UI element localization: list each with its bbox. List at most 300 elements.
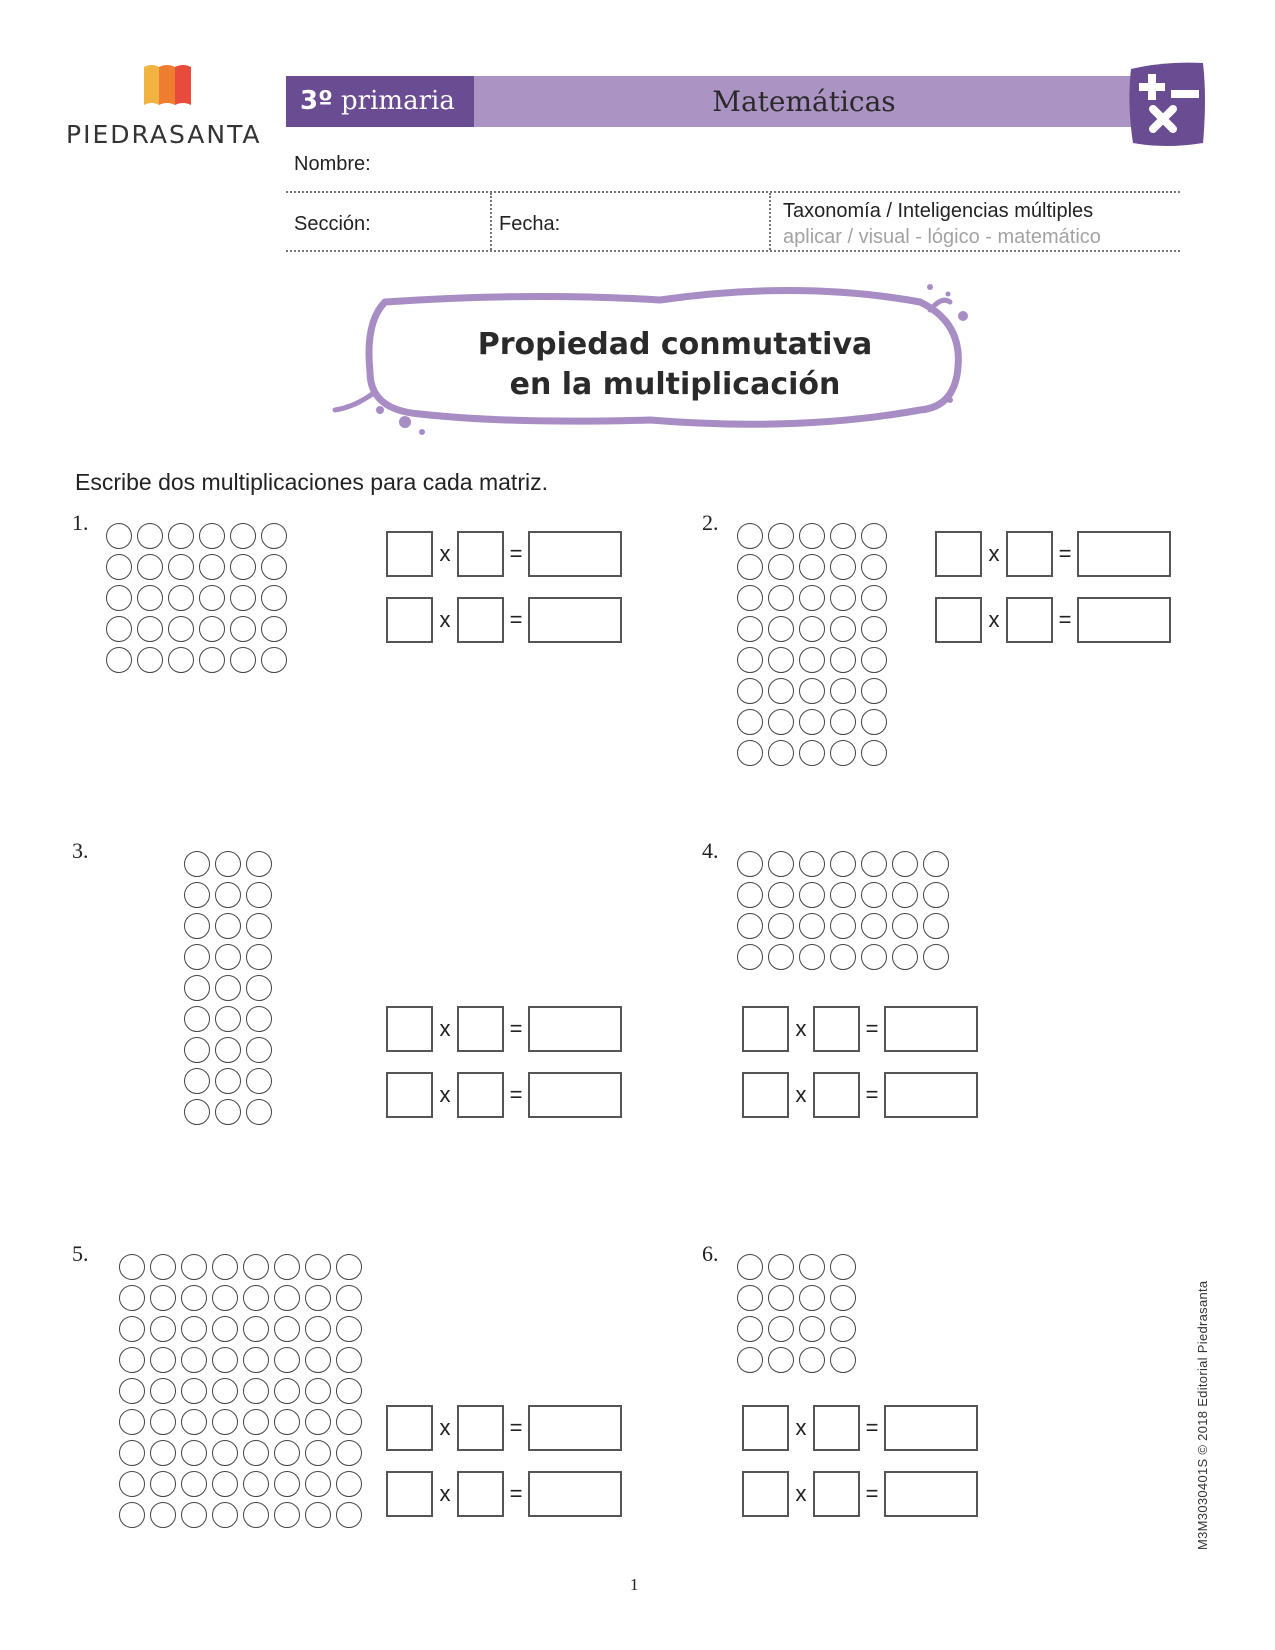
matrix-dot bbox=[799, 709, 825, 735]
product-box[interactable] bbox=[884, 1006, 978, 1052]
divider bbox=[286, 191, 1180, 193]
equals-sign: = bbox=[1058, 541, 1072, 566]
factor-box[interactable] bbox=[386, 531, 433, 577]
matrix-dot bbox=[336, 1378, 362, 1404]
matrix-dot bbox=[768, 554, 794, 580]
equals-sign: = bbox=[509, 541, 523, 566]
matrix-dot bbox=[106, 585, 132, 611]
matrix-dot bbox=[336, 1502, 362, 1528]
title-line-2: en la multiplicación bbox=[509, 367, 841, 402]
matrix-dot bbox=[768, 851, 794, 877]
factor-box[interactable] bbox=[935, 597, 982, 643]
matrix-dot bbox=[246, 851, 272, 877]
matrix-dot bbox=[336, 1409, 362, 1435]
matrix-dot bbox=[199, 647, 225, 673]
matrix-dot bbox=[799, 944, 825, 970]
matrix-dot bbox=[181, 1347, 207, 1373]
name-label: Nombre: bbox=[294, 153, 371, 175]
title-line-1: Propiedad conmutativa bbox=[477, 327, 873, 362]
matrix-dot bbox=[768, 585, 794, 611]
matrix-dot bbox=[768, 616, 794, 642]
equation-row bbox=[742, 1005, 978, 1053]
matrix-dot bbox=[305, 1502, 331, 1528]
subject-title: Matemáticas bbox=[474, 76, 1134, 127]
factor-box[interactable] bbox=[935, 531, 982, 577]
exercise-number: 1. bbox=[72, 510, 89, 535]
matrix-dot bbox=[215, 1006, 241, 1032]
matrix-dot bbox=[243, 1502, 269, 1528]
matrix-dot bbox=[168, 647, 194, 673]
dot-matrix bbox=[184, 851, 272, 1125]
matrix-dot bbox=[246, 1037, 272, 1063]
factor-box[interactable] bbox=[457, 1072, 504, 1118]
times-sign: x bbox=[795, 1082, 807, 1107]
product-box[interactable] bbox=[528, 1405, 622, 1451]
matrix-dot bbox=[246, 975, 272, 1001]
matrix-dot bbox=[861, 851, 887, 877]
times-sign: x bbox=[439, 607, 451, 632]
matrix-dot bbox=[119, 1347, 145, 1373]
matrix-dot bbox=[861, 913, 887, 939]
matrix-dot bbox=[181, 1285, 207, 1311]
matrix-dot bbox=[106, 616, 132, 642]
divider bbox=[286, 250, 1180, 252]
matrix-dot bbox=[861, 647, 887, 673]
instruction-text: Escribe dos multiplicaciones para cada matriz. bbox=[75, 469, 548, 495]
matrix-dot bbox=[737, 882, 763, 908]
matrix-dot bbox=[305, 1254, 331, 1280]
matrix-dot bbox=[212, 1440, 238, 1466]
matrix-dot bbox=[230, 647, 256, 673]
dot-matrix bbox=[737, 523, 887, 766]
matrix-dot bbox=[261, 523, 287, 549]
matrix-dot bbox=[215, 851, 241, 877]
product-box[interactable] bbox=[528, 1471, 622, 1517]
matrix-dot bbox=[137, 616, 163, 642]
matrix-dot bbox=[830, 1316, 856, 1342]
grade-badge bbox=[286, 76, 474, 127]
matrix-dot bbox=[119, 1409, 145, 1435]
matrix-dot bbox=[737, 913, 763, 939]
matrix-dot bbox=[137, 585, 163, 611]
matrix-dot bbox=[199, 616, 225, 642]
factor-box[interactable] bbox=[457, 1405, 504, 1451]
matrix-dot bbox=[168, 585, 194, 611]
matrix-dot bbox=[830, 709, 856, 735]
matrix-dot bbox=[215, 944, 241, 970]
matrix-dot bbox=[261, 616, 287, 642]
factor-box[interactable] bbox=[742, 1072, 789, 1118]
exercise-number: 3. bbox=[72, 838, 89, 863]
exercise-number: 2. bbox=[702, 510, 719, 535]
dot-matrix bbox=[737, 1254, 856, 1373]
equals-sign: = bbox=[865, 1415, 879, 1440]
matrix-dot bbox=[212, 1502, 238, 1528]
matrix-dot bbox=[230, 554, 256, 580]
factor-box[interactable] bbox=[813, 1072, 860, 1118]
matrix-dot bbox=[212, 1471, 238, 1497]
matrix-dot bbox=[199, 554, 225, 580]
times-sign: x bbox=[795, 1016, 807, 1041]
equals-sign: = bbox=[1058, 607, 1072, 632]
matrix-dot bbox=[274, 1471, 300, 1497]
times-sign: x bbox=[439, 1082, 451, 1107]
matrix-dot bbox=[799, 1316, 825, 1342]
matrix-dot bbox=[830, 678, 856, 704]
dot-matrix bbox=[106, 523, 287, 673]
equals-sign: = bbox=[509, 1082, 523, 1107]
matrix-dot bbox=[923, 944, 949, 970]
matrix-dot bbox=[768, 913, 794, 939]
times-sign: x bbox=[439, 1481, 451, 1506]
matrix-dot bbox=[305, 1285, 331, 1311]
product-box[interactable] bbox=[528, 1072, 622, 1118]
matrix-dot bbox=[215, 975, 241, 1001]
matrix-dot bbox=[243, 1254, 269, 1280]
matrix-dot bbox=[305, 1471, 331, 1497]
factor-box[interactable] bbox=[1006, 531, 1053, 577]
matrix-dot bbox=[243, 1347, 269, 1373]
matrix-dot bbox=[274, 1378, 300, 1404]
matrix-dot bbox=[799, 678, 825, 704]
times-sign: x bbox=[439, 1415, 451, 1440]
matrix-dot bbox=[184, 913, 210, 939]
matrix-dot bbox=[737, 1347, 763, 1373]
matrix-dot bbox=[892, 851, 918, 877]
matrix-dot bbox=[181, 1378, 207, 1404]
matrix-dot bbox=[215, 913, 241, 939]
matrix-dot bbox=[799, 882, 825, 908]
matrix-dot bbox=[212, 1347, 238, 1373]
matrix-dot bbox=[799, 523, 825, 549]
matrix-dot bbox=[799, 554, 825, 580]
equation-row bbox=[386, 1404, 622, 1452]
product-box[interactable] bbox=[1077, 597, 1171, 643]
equation-group bbox=[386, 1404, 622, 1518]
matrix-dot bbox=[274, 1254, 300, 1280]
dot-matrix bbox=[737, 851, 949, 970]
matrix-dot bbox=[119, 1254, 145, 1280]
matrix-dot bbox=[212, 1316, 238, 1342]
matrix-dot bbox=[150, 1378, 176, 1404]
product-box[interactable] bbox=[528, 1006, 622, 1052]
matrix-dot bbox=[150, 1471, 176, 1497]
taxonomy-title: Taxonomía / Inteligencias múltiples bbox=[783, 200, 1094, 222]
product-box[interactable] bbox=[528, 531, 622, 577]
matrix-dot bbox=[261, 647, 287, 673]
matrix-dot bbox=[768, 678, 794, 704]
matrix-dot bbox=[119, 1316, 145, 1342]
matrix-dot bbox=[737, 944, 763, 970]
matrix-dot bbox=[184, 1006, 210, 1032]
matrix-dot bbox=[737, 1254, 763, 1280]
matrix-dot bbox=[737, 1316, 763, 1342]
matrix-dot bbox=[737, 523, 763, 549]
matrix-dot bbox=[168, 523, 194, 549]
matrix-dot bbox=[212, 1409, 238, 1435]
matrix-dot bbox=[215, 1037, 241, 1063]
matrix-dot bbox=[212, 1285, 238, 1311]
factor-box[interactable] bbox=[742, 1006, 789, 1052]
matrix-dot bbox=[799, 1254, 825, 1280]
matrix-dot bbox=[861, 554, 887, 580]
matrix-dot bbox=[119, 1378, 145, 1404]
matrix-dot bbox=[184, 975, 210, 1001]
matrix-dot bbox=[184, 1099, 210, 1125]
matrix-dot bbox=[892, 913, 918, 939]
matrix-dot bbox=[243, 1285, 269, 1311]
matrix-dot bbox=[274, 1316, 300, 1342]
matrix-dot bbox=[243, 1440, 269, 1466]
times-sign: x bbox=[988, 607, 1000, 632]
matrix-dot bbox=[737, 709, 763, 735]
matrix-dot bbox=[181, 1502, 207, 1528]
matrix-dot bbox=[119, 1440, 145, 1466]
matrix-dot bbox=[799, 647, 825, 673]
factor-box[interactable] bbox=[813, 1006, 860, 1052]
equation-row bbox=[386, 596, 622, 644]
matrix-dot bbox=[230, 523, 256, 549]
matrix-dot bbox=[737, 616, 763, 642]
matrix-dot bbox=[261, 585, 287, 611]
dot-matrix bbox=[119, 1254, 362, 1528]
matrix-dot bbox=[119, 1502, 145, 1528]
product-box[interactable] bbox=[884, 1471, 978, 1517]
divider bbox=[490, 193, 492, 250]
factor-box[interactable] bbox=[457, 531, 504, 577]
matrix-dot bbox=[305, 1378, 331, 1404]
matrix-dot bbox=[799, 1285, 825, 1311]
matrix-dot bbox=[830, 913, 856, 939]
matrix-dot bbox=[830, 647, 856, 673]
matrix-dot bbox=[830, 554, 856, 580]
matrix-dot bbox=[830, 851, 856, 877]
matrix-dot bbox=[336, 1440, 362, 1466]
matrix-dot bbox=[274, 1409, 300, 1435]
equation-group bbox=[742, 1005, 978, 1119]
matrix-dot bbox=[246, 913, 272, 939]
matrix-dot bbox=[212, 1378, 238, 1404]
matrix-dot bbox=[150, 1502, 176, 1528]
matrix-dot bbox=[830, 740, 856, 766]
matrix-dot bbox=[246, 944, 272, 970]
product-box[interactable] bbox=[1077, 531, 1171, 577]
matrix-dot bbox=[137, 554, 163, 580]
matrix-dot bbox=[274, 1347, 300, 1373]
piedrasanta-logo-icon bbox=[142, 63, 194, 109]
brand-name: PIEDRASANTA bbox=[66, 120, 262, 149]
matrix-dot bbox=[215, 1068, 241, 1094]
equals-sign: = bbox=[865, 1082, 879, 1107]
matrix-dot bbox=[243, 1409, 269, 1435]
matrix-dot bbox=[305, 1347, 331, 1373]
matrix-dot bbox=[799, 585, 825, 611]
matrix-dot bbox=[737, 554, 763, 580]
matrix-dot bbox=[861, 944, 887, 970]
matrix-dot bbox=[150, 1285, 176, 1311]
page-number: 1 bbox=[630, 1575, 639, 1594]
factor-box[interactable] bbox=[813, 1471, 860, 1517]
matrix-dot bbox=[830, 616, 856, 642]
matrix-dot bbox=[336, 1254, 362, 1280]
factor-box[interactable] bbox=[457, 1006, 504, 1052]
equation-group bbox=[742, 1404, 978, 1518]
matrix-dot bbox=[150, 1316, 176, 1342]
equation-row bbox=[386, 1470, 622, 1518]
matrix-dot bbox=[150, 1440, 176, 1466]
equation-row bbox=[386, 1005, 622, 1053]
matrix-dot bbox=[181, 1254, 207, 1280]
matrix-dot bbox=[137, 523, 163, 549]
matrix-dot bbox=[923, 882, 949, 908]
matrix-dot bbox=[768, 944, 794, 970]
times-sign: x bbox=[795, 1415, 807, 1440]
divider bbox=[769, 193, 771, 250]
matrix-dot bbox=[246, 1099, 272, 1125]
worksheet-title bbox=[380, 325, 970, 405]
matrix-dot bbox=[737, 1285, 763, 1311]
equation-row bbox=[935, 530, 1171, 578]
matrix-dot bbox=[119, 1285, 145, 1311]
matrix-dot bbox=[261, 554, 287, 580]
matrix-dot bbox=[168, 554, 194, 580]
matrix-dot bbox=[336, 1347, 362, 1373]
matrix-dot bbox=[737, 585, 763, 611]
equation-group bbox=[935, 530, 1171, 644]
matrix-dot bbox=[230, 616, 256, 642]
grade-number: 3º bbox=[300, 86, 333, 116]
equals-sign: = bbox=[509, 1481, 523, 1506]
matrix-dot bbox=[861, 709, 887, 735]
matrix-dot bbox=[768, 647, 794, 673]
product-box[interactable] bbox=[528, 597, 622, 643]
matrix-dot bbox=[861, 740, 887, 766]
grade-word: primaria bbox=[341, 86, 455, 116]
equals-sign: = bbox=[865, 1016, 879, 1041]
matrix-dot bbox=[184, 1068, 210, 1094]
matrix-dot bbox=[212, 1254, 238, 1280]
matrix-dot bbox=[768, 1316, 794, 1342]
exercise-number: 4. bbox=[702, 838, 719, 863]
section-label: Sección: bbox=[294, 213, 371, 235]
matrix-dot bbox=[768, 1347, 794, 1373]
matrix-dot bbox=[230, 585, 256, 611]
matrix-dot bbox=[830, 585, 856, 611]
factor-box[interactable] bbox=[386, 1405, 433, 1451]
matrix-dot bbox=[137, 647, 163, 673]
matrix-dot bbox=[799, 913, 825, 939]
factor-box[interactable] bbox=[813, 1405, 860, 1451]
matrix-dot bbox=[830, 1285, 856, 1311]
matrix-dot bbox=[305, 1440, 331, 1466]
matrix-dot bbox=[861, 616, 887, 642]
matrix-dot bbox=[768, 1285, 794, 1311]
factor-box[interactable] bbox=[457, 1471, 504, 1517]
factor-box[interactable] bbox=[457, 597, 504, 643]
equals-sign: = bbox=[865, 1481, 879, 1506]
equation-row bbox=[386, 1071, 622, 1119]
matrix-dot bbox=[184, 882, 210, 908]
matrix-dot bbox=[150, 1347, 176, 1373]
matrix-dot bbox=[861, 585, 887, 611]
matrix-dot bbox=[799, 1347, 825, 1373]
matrix-dot bbox=[830, 882, 856, 908]
matrix-dot bbox=[215, 1099, 241, 1125]
times-sign: x bbox=[988, 541, 1000, 566]
product-box[interactable] bbox=[884, 1072, 978, 1118]
matrix-dot bbox=[215, 882, 241, 908]
matrix-dot bbox=[305, 1316, 331, 1342]
matrix-dot bbox=[243, 1471, 269, 1497]
equation-row bbox=[386, 530, 622, 578]
factor-box[interactable] bbox=[386, 1072, 433, 1118]
factor-box[interactable] bbox=[386, 597, 433, 643]
matrix-dot bbox=[861, 882, 887, 908]
matrix-dot bbox=[181, 1316, 207, 1342]
matrix-dot bbox=[246, 1006, 272, 1032]
equation-row bbox=[742, 1071, 978, 1119]
equals-sign: = bbox=[509, 1415, 523, 1440]
exercise-number: 5. bbox=[72, 1241, 89, 1266]
factor-box[interactable] bbox=[386, 1471, 433, 1517]
matrix-dot bbox=[246, 1068, 272, 1094]
equation-row bbox=[742, 1404, 978, 1452]
exercise-number: 6. bbox=[702, 1241, 719, 1266]
math-operations-icon bbox=[1125, 59, 1209, 151]
matrix-dot bbox=[737, 678, 763, 704]
equation-group bbox=[386, 530, 622, 644]
factor-box[interactable] bbox=[386, 1006, 433, 1052]
matrix-dot bbox=[737, 740, 763, 766]
date-label: Fecha: bbox=[499, 213, 561, 235]
matrix-dot bbox=[336, 1316, 362, 1342]
factor-box[interactable] bbox=[742, 1405, 789, 1451]
times-sign: x bbox=[439, 1016, 451, 1041]
matrix-dot bbox=[119, 1471, 145, 1497]
matrix-dot bbox=[150, 1254, 176, 1280]
matrix-dot bbox=[246, 882, 272, 908]
matrix-dot bbox=[181, 1409, 207, 1435]
matrix-dot bbox=[830, 1347, 856, 1373]
matrix-dot bbox=[274, 1285, 300, 1311]
matrix-dot bbox=[168, 616, 194, 642]
matrix-dot bbox=[799, 616, 825, 642]
matrix-dot bbox=[923, 913, 949, 939]
matrix-dot bbox=[768, 709, 794, 735]
product-box[interactable] bbox=[884, 1405, 978, 1451]
matrix-dot bbox=[181, 1471, 207, 1497]
matrix-dot bbox=[305, 1409, 331, 1435]
matrix-dot bbox=[184, 851, 210, 877]
matrix-dot bbox=[243, 1378, 269, 1404]
matrix-dot bbox=[106, 523, 132, 549]
copyright-code: M3M3030401S © 2018 Editorial Piedrasanta bbox=[1195, 1280, 1210, 1550]
matrix-dot bbox=[274, 1440, 300, 1466]
taxonomy-values: aplicar / visual - lógico - matemático bbox=[783, 226, 1101, 248]
matrix-dot bbox=[799, 851, 825, 877]
matrix-dot bbox=[199, 585, 225, 611]
matrix-dot bbox=[150, 1409, 176, 1435]
factor-box[interactable] bbox=[742, 1471, 789, 1517]
equation-row bbox=[935, 596, 1171, 644]
factor-box[interactable] bbox=[1006, 597, 1053, 643]
matrix-dot bbox=[737, 647, 763, 673]
matrix-dot bbox=[274, 1502, 300, 1528]
matrix-dot bbox=[861, 678, 887, 704]
matrix-dot bbox=[768, 1254, 794, 1280]
matrix-dot bbox=[768, 740, 794, 766]
equals-sign: = bbox=[509, 607, 523, 632]
